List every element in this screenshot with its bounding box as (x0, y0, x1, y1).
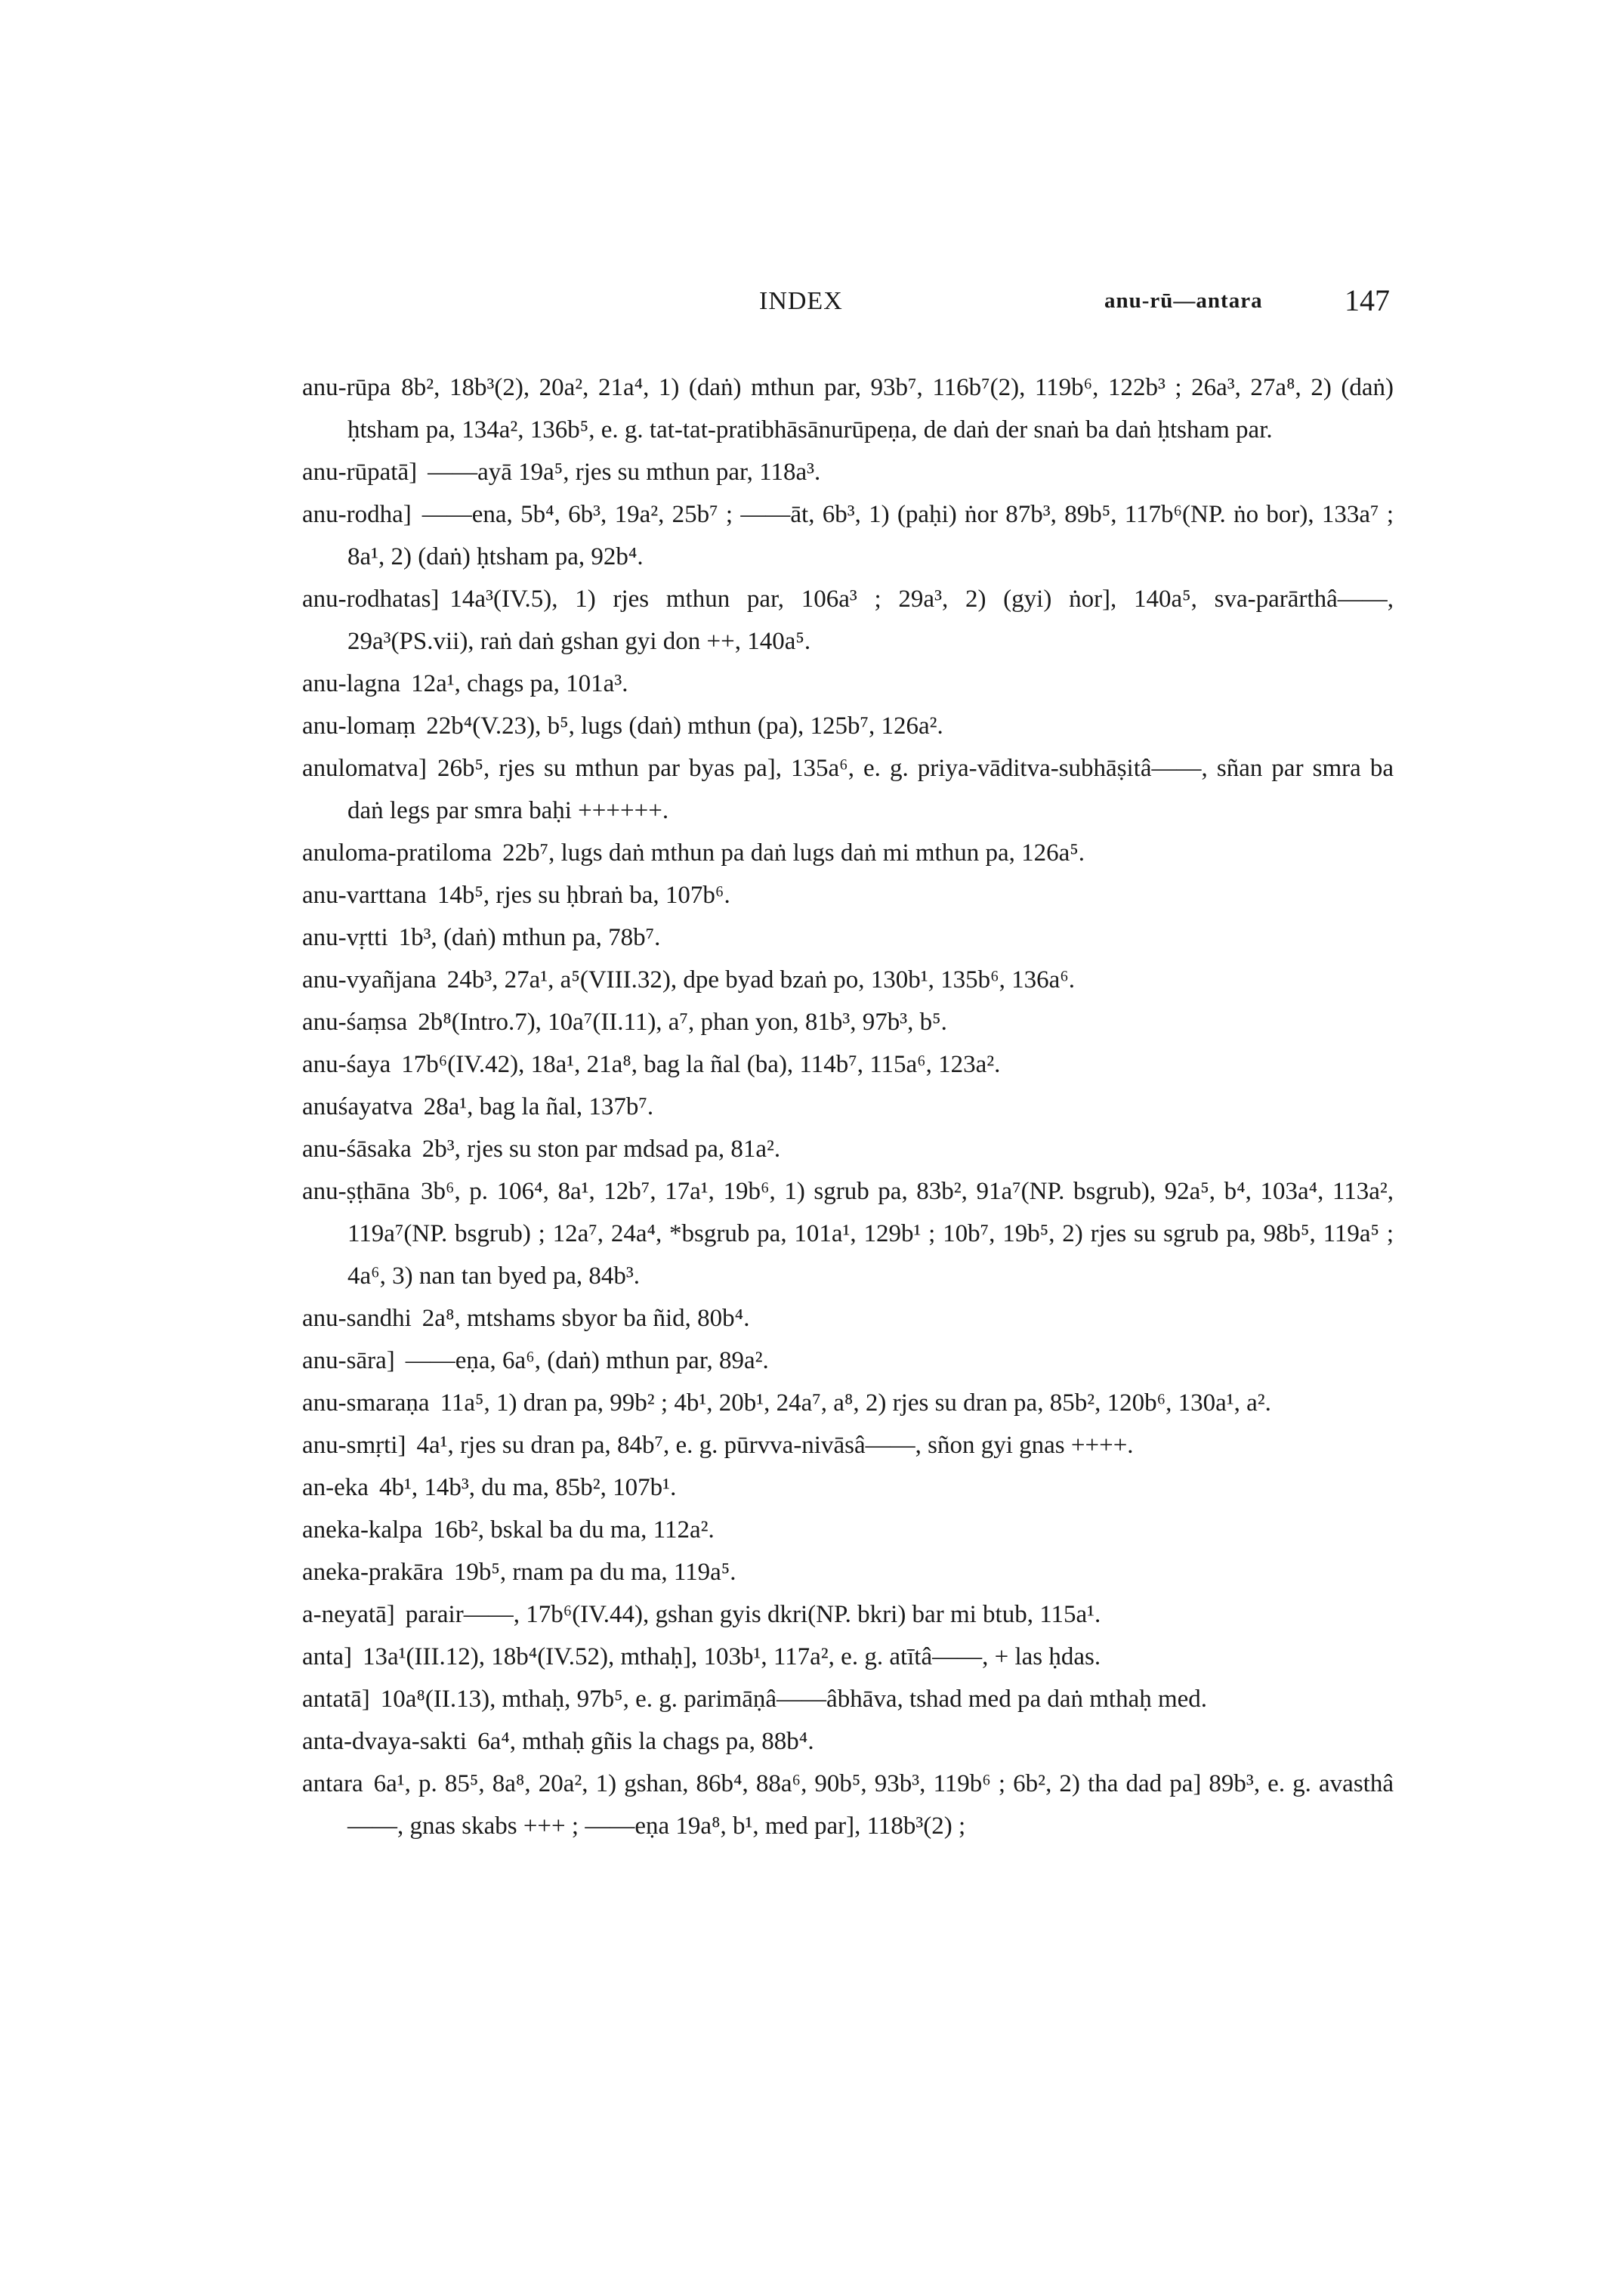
entry-body: 10a⁸(II.13), mthaḥ, 97b⁵, e. g. parimāṇâ——âbhāva, tshad med pa daṅ mthaḥ med. (380, 1686, 1208, 1713)
index-entry (302, 1636, 1394, 1678)
entry-body: 1b³, (daṅ) mthun pa, 78b⁷. (398, 924, 661, 951)
entry-body: 24b³, 27a¹, a⁵(VIII.32), dpe byad bzaṅ po, 130b¹, 135b⁶, 136a⁶. (446, 966, 1076, 993)
headword: aneka-prakāra (302, 1559, 443, 1586)
index-entry (302, 1297, 1394, 1340)
headword: anu-śaṃsa (302, 1009, 408, 1036)
index-entry (302, 1424, 1394, 1466)
headword: anu-rūpatā] (302, 459, 418, 486)
index-entry (302, 1509, 1394, 1551)
entry-body: 16b², bskal ba du ma, 112a². (433, 1516, 715, 1544)
headword: anta-dvaya-sakti (302, 1728, 468, 1755)
headword: an-eka (302, 1474, 369, 1501)
entry-body: 2b³, rjes su ston par mdsad pa, 81a². (421, 1136, 781, 1163)
headword: anu-lomaṃ (302, 712, 416, 740)
entry-body: 6a¹, p. 85⁵, 8a⁸, 20a², 1) gshan, 86b⁴, 88a⁶, 90b⁵, 93b³, 119b⁶ ; 6b², 2) tha dad pa] 89b³, e. g. avasthâ——, gnas skabs +++ ; ——eṇa 19a⁸, b¹, med par], 118b³(2) ; (347, 1770, 1394, 1840)
entry-range: anu-rū—antara (1104, 289, 1263, 313)
entry-body: 4b¹, 14b³, du ma, 85b², 107b¹. (378, 1474, 677, 1501)
headword: antatā] (302, 1686, 370, 1713)
index-entry (302, 366, 1394, 451)
index-entry (302, 493, 1394, 578)
headword: anu-sandhi (302, 1305, 412, 1332)
index-entry (302, 451, 1394, 493)
index-entry (302, 1678, 1394, 1720)
index-entries (302, 366, 1394, 1847)
headword: anu-śāsaka (302, 1136, 412, 1163)
headword: anu-rūpa (302, 374, 391, 401)
index-entry (302, 1720, 1394, 1763)
headword: anuśayatva (302, 1093, 413, 1120)
index-entry (302, 1551, 1394, 1593)
entry-body: 28a¹, bag la ñal, 137b⁷. (423, 1093, 654, 1120)
index-entry (302, 1382, 1394, 1424)
entry-body: 6a⁴, mthaḥ gñis la chags pa, 88b⁴. (477, 1728, 814, 1755)
headword: antara (302, 1770, 363, 1797)
index-entry (302, 916, 1394, 959)
headword: anu-smṛti] (302, 1432, 406, 1459)
entry-body: 3b⁶, p. 106⁴, 8a¹, 12b⁷, 17a¹, 19b⁶, 1) sgrub pa, 83b², 91a⁷(NP. bsgrub), 92a⁵, b⁴, 103a⁴, 113a², 119a⁷(NP. bsgrub) ; 12a⁷, 24a⁴, *bsgrub pa, 101a¹, 129b¹ ; 10b⁷, 19b⁵, 2) rjes su sgrub pa, 98b⁵, 119a⁵ ; 4a⁶, 3) nan tan byed pa, 84b³. (347, 1178, 1394, 1290)
index-entry (302, 705, 1394, 747)
headword: anu-rodhatas] (302, 586, 440, 613)
entry-body: 22b⁷, lugs daṅ mthun pa daṅ lugs daṅ mi mthun pa, 126a⁵. (502, 839, 1085, 867)
headword: anulomatva] (302, 755, 427, 782)
headword: anu-vṛtti (302, 924, 388, 951)
entry-body: 14a³(IV.5), 1) rjes mthun par, 106a³ ; 29a³, 2) (gyi) ṅor], 140a⁵, sva-parārthâ——, 29a³(PS.vii), raṅ daṅ gshan gyi don ++, 140a⁵. (347, 586, 1394, 655)
index-entry (302, 663, 1394, 705)
headword: anu-rodha] (302, 501, 412, 528)
entry-body: ——eṇa, 6a⁶, (daṅ) mthun par, 89a². (405, 1347, 769, 1374)
index-entry (302, 1001, 1394, 1043)
index-entry (302, 1340, 1394, 1382)
headword: anta] (302, 1643, 352, 1670)
entry-body: 19b⁵, rnam pa du ma, 119a⁵. (453, 1559, 736, 1586)
headword: a-neyatā] (302, 1601, 395, 1628)
index-entry (302, 747, 1394, 832)
entry-body: 12a¹, chags pa, 101a³. (411, 670, 628, 697)
index-entry (302, 959, 1394, 1001)
headword: anu-ṣṭhāna (302, 1178, 410, 1205)
headword: anu-vyañjana (302, 966, 437, 993)
index-entry (302, 874, 1394, 916)
entry-body: ——ayā 19a⁵, rjes su mthun par, 118a³. (428, 459, 821, 486)
entry-body: 13a¹(III.12), 18b⁴(IV.52), mthaḥ], 103b¹, 117a², e. g. atītâ——, + las ḥdas. (362, 1643, 1101, 1670)
headword: anu-smaraṇa (302, 1389, 430, 1417)
index-entry (302, 578, 1394, 663)
headword: aneka-kalpa (302, 1516, 423, 1544)
entry-body: 14b⁵, rjes su ḥbraṅ ba, 107b⁶. (437, 882, 730, 909)
headword: anu-śaya (302, 1051, 391, 1078)
entry-body: parair——, 17b⁶(IV.44), gshan gyis dkri(NP. bkri) bar mi btub, 115a¹. (405, 1601, 1101, 1628)
index-entry (302, 832, 1394, 874)
entry-body: 4a¹, rjes su dran pa, 84b⁷, e. g. pūrvva-nivāsâ——, sñon gyi gnas ++++. (416, 1432, 1134, 1459)
entry-body: 22b⁴(V.23), b⁵, lugs (daṅ) mthun (pa), 125b⁷, 126a². (426, 712, 943, 740)
headword: anuloma-pratiloma (302, 839, 492, 867)
running-header (0, 283, 1624, 332)
running-title: INDEX (759, 287, 843, 315)
headword: anu-lagna (302, 670, 401, 697)
entry-body: 8b², 18b³(2), 20a², 21a⁴, 1) (daṅ) mthun par, 93b⁷, 116b⁷(2), 119b⁶, 122b³ ; 26a³, 27a⁸, 2) (daṅ) ḥtsham pa, 134a², 136b⁵, e. g. tat-tat-pratibhāsānurūpeṇa, de daṅ der snaṅ ba daṅ ḥtsham par. (347, 374, 1394, 443)
entry-body: 2b⁸(Intro.7), 10a⁷(II.11), a⁷, phan yon, 81b³, 97b³, b⁵. (418, 1009, 947, 1036)
index-entry (302, 1086, 1394, 1128)
entry-body: 11a⁵, 1) dran pa, 99b² ; 4b¹, 20b¹, 24a⁷, a⁸, 2) rjes su dran pa, 85b², 120b⁶, 130a¹, a². (440, 1389, 1271, 1417)
index-entry (302, 1466, 1394, 1509)
entry-body: 26b⁵, rjes su mthun par byas pa], 135a⁶, e. g. priya-vāditva-subhāṣitâ——, sñan par smra ba daṅ legs par smra baḥi ++++++. (347, 755, 1394, 824)
index-entry (302, 1763, 1394, 1847)
entry-body: 17b⁶(IV.42), 18a¹, 21a⁸, bag la ñal (ba), 114b⁷, 115a⁶, 123a². (401, 1051, 1001, 1078)
headword: anu-sāra] (302, 1347, 395, 1374)
entry-body: 2a⁸, mtshams sbyor ba ñid, 80b⁴. (421, 1305, 750, 1332)
index-entry (302, 1043, 1394, 1086)
entry-body: ——ena, 5b⁴, 6b³, 19a², 25b⁷ ; ——āt, 6b³, 1) (paḥi) ṅor 87b³, 89b⁵, 117b⁶(NP. ṅo bor), 133a⁷ ; 8a¹, 2) (daṅ) ḥtsham pa, 92b⁴. (347, 501, 1394, 570)
page-number: 147 (1345, 283, 1390, 317)
index-entry (302, 1128, 1394, 1170)
index-entry (302, 1593, 1394, 1636)
index-entry (302, 1170, 1394, 1297)
headword: anu-varttana (302, 882, 427, 909)
